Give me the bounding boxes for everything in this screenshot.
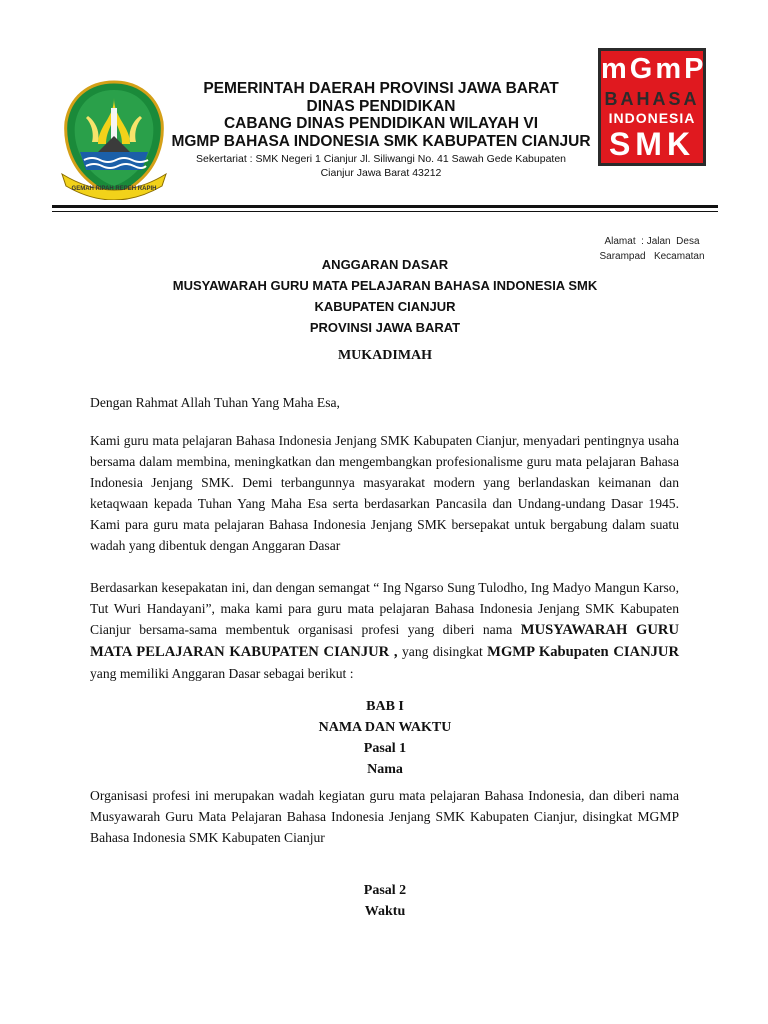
jawa-barat-crest-logo <box>58 78 170 200</box>
organization-abbrev-bold: MGMP Kabupaten CIANJUR <box>487 644 679 660</box>
logo-indonesia-text: INDONESIA <box>608 110 696 126</box>
pasal-2-label: Pasal 2 <box>363 883 407 898</box>
mukadimah-paragraph-1: Kami guru mata pelajaran Bahasa Indonesia Jenjang SMK Kabupaten Cianjur, menyadari pentingnya usaha bersama dalam membina, meningkatkan dan mengembangkan profesionalisme guru mata pelajaran Bahasa Indonesia Jenjang SMK. Demi terbangunnya masyarakat modern yang berlandaskan keimanan dan ketaqwaan kepada Tuhan Yang Maha Esa serta berdasarkan Pancasila dan Undang-undang Dasar 1945. Kami para guru mata pelajaran Bahasa Indonesia Jenjang SMK bersepakat untuk bergabung dalam suatu wadah yang dibentuk dengan Anggaran Dasar <box>90 433 679 553</box>
address-line-2: Sarampad Kecamatan <box>599 251 705 262</box>
crest-motto: GEMAH RIPAH REPEH RAPIH <box>71 186 157 192</box>
bab-1-heading <box>90 696 680 780</box>
letterhead-line-1: PEMERINTAH DAERAH PROVINSI JAWA BARAT <box>203 80 559 97</box>
paragraph-2-mid: yang disingkat <box>397 644 488 659</box>
paragraph-2-start: Berdasarkan kesepakatan ini, dan dengan semangat “ Ing Ngarso Sung Tulodho, Ing Madyo Mangun Karso, Tut Wuri Handayani”, maka kami para guru mata pelajaran Bahasa Indonesia Jenjang SMK Kabupaten Cianjur bersama-sama membentuk organisasi profesi yang diberi nama <box>90 580 679 637</box>
mukadimah-heading: MUKADIMAH <box>337 348 433 363</box>
address-line-1: Alamat : Jalan Desa <box>604 236 700 247</box>
title-line-2: MUSYAWARAH GURU MATA PELAJARAN BAHASA INDONESIA SMK <box>172 278 598 293</box>
bab-1-label: BAB I <box>366 699 404 714</box>
paragraph-2-end: yang memiliki Anggaran Dasar sebagai berikut : <box>90 666 354 681</box>
mgmp-smk-logo <box>598 48 706 166</box>
pasal-2-heading <box>90 880 680 922</box>
pasal-2-title: Waktu <box>364 904 406 919</box>
organization-name-bold: MUSYAWARAH GURU MATA PELAJARAN KABUPATEN CIANJUR , <box>90 622 679 660</box>
title-line-3: KABUPATEN CIANJUR <box>314 299 456 314</box>
letterhead-line-2: DINAS PENDIDIKAN <box>306 97 456 115</box>
letterhead-line-3: CABANG DINAS PENDIDIKAN WILAYAH VI <box>223 115 539 132</box>
letterhead-rule-thin <box>52 211 718 212</box>
title-line-1: ANGGARAN DASAR <box>321 257 449 272</box>
logo-mgmp-text: mGmP <box>601 53 707 85</box>
letterhead <box>170 80 592 180</box>
letterhead-line-4: MGMP BAHASA INDONESIA SMK KABUPATEN CIANJUR <box>171 132 591 150</box>
letterhead-rule-thick <box>52 205 718 208</box>
greeting-text: Dengan Rahmat Allah Tuhan Yang Maha Esa, <box>90 395 340 410</box>
logo-bahasa-text: BAHASA <box>604 89 700 109</box>
mukadimah-paragraph-2 <box>90 577 679 684</box>
pasal-1-title: Nama <box>367 762 403 777</box>
title-line-4: PROVINSI JAWA BARAT <box>309 320 461 335</box>
secretariat-address <box>170 152 592 180</box>
secretariat-line-1: Sekertariat : SMK Negeri 1 Cianjur Jl. Siliwangi No. 41 Sawah Gede Kabupaten <box>195 153 567 165</box>
bab-1-title: NAMA DAN WAKTU <box>318 720 452 735</box>
document-title <box>90 254 680 338</box>
secretariat-line-2: Cianjur Jawa Barat 43212 <box>320 167 442 179</box>
pasal-1-text: Organisasi profesi ini merupakan wadah kegiatan guru mata pelajaran Bahasa Indonesia, dan diberi nama Musyawarah Guru Mata Pelajaran Bahasa Indonesia Jenjang SMK Kabupaten Cianjur, disingkat MGMP Bahasa Indonesia SMK Kabupaten Cianjur <box>90 788 686 845</box>
logo-smk-text: SMK <box>608 126 696 162</box>
pasal-1-label: Pasal 1 <box>363 741 407 756</box>
